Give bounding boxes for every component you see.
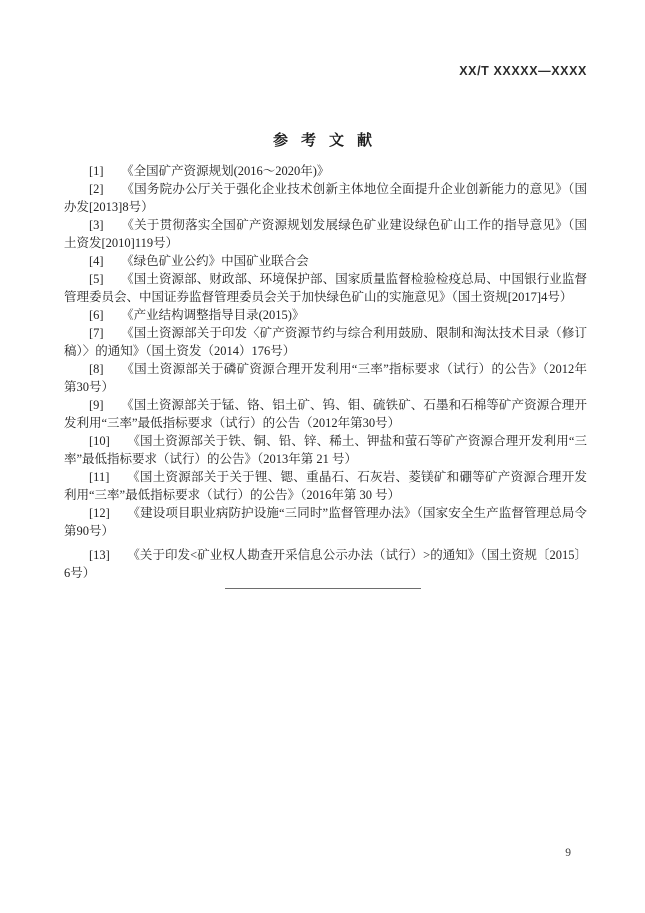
reference-text: 《国土资源部关于关于锂、锶、重晶石、石灰岩、菱镁矿和硼等矿产资源合理开发利用“三率”最低指标要求（试行）的公告》（2016年第 30 号） (64, 470, 587, 502)
reference-label: [3] (89, 218, 104, 232)
reference-item (64, 306, 587, 324)
reference-text: 《国土资源部关于锰、铬、铝土矿、钨、钼、硫铁矿、石墨和石棉等矿产资源合理开发利用“三率”最低指标要求（试行）的公告（2012年第30号） (64, 398, 587, 430)
reference-text: 《国土资源部关于印发〈矿产资源节约与综合利用鼓励、限制和淘汰技术目录（修订稿）〉的通知》（国土资发（2014）176号） (64, 326, 587, 358)
reference-text: 《关于印发<矿业权人勘查开采信息公示办法（试行）>的通知》（国土资规〔2015〕6号） (64, 548, 587, 580)
reference-text: 《关于贯彻落实全国矿产资源规划发展绿色矿业建设绿色矿山工作的指导意见》（国土资发[2010]119号） (64, 218, 587, 250)
reference-label: [11] (89, 470, 110, 484)
reference-label: [8] (89, 362, 104, 376)
reference-item (64, 162, 587, 180)
reference-text: 《国务院办公厅关于强化企业技术创新主体地位全面提升企业创新能力的意见》（国办发[2013]8号） (64, 182, 587, 214)
reference-text: 《国土资源部、财政部、环境保护部、国家质量监督检验检疫总局、中国银行业监督管理委员会、中国证券监督管理委员会关于加快绿色矿山的实施意见》（国土资规[2017]4号） (64, 272, 587, 304)
reference-item (64, 396, 587, 432)
reference-label: [7] (89, 326, 104, 340)
reference-label: [1] (89, 164, 104, 178)
reference-text: 《产业结构调整指导目录(2015)》 (121, 308, 305, 322)
reference-list (64, 162, 587, 582)
reference-item (64, 546, 587, 582)
reference-text: 《全国矿产资源规划(2016～2020年)》 (121, 164, 330, 178)
references-heading: 参考文献 (272, 133, 385, 149)
reference-label: [5] (89, 272, 104, 286)
reference-item (64, 468, 587, 504)
reference-label: [4] (89, 254, 104, 268)
reference-item (64, 324, 587, 360)
reference-text: 《绿色矿业公约》中国矿业联合会 (121, 254, 309, 268)
reference-text: 《建设项目职业病防护设施“三同时”监督管理办法》（国家安全生产监督管理总局令第90号） (64, 506, 587, 538)
reference-item (64, 180, 587, 216)
reference-label: [13] (89, 548, 110, 562)
reference-label: [2] (89, 182, 104, 196)
reference-label: [6] (89, 308, 104, 322)
reference-item (64, 504, 587, 540)
reference-item (64, 270, 587, 306)
reference-label: [9] (89, 398, 104, 412)
reference-item (64, 360, 587, 396)
reference-item (64, 252, 587, 270)
standard-doc-code: XX/T XXXXX—XXXX (459, 64, 587, 78)
footer-divider-rule (225, 588, 421, 589)
reference-label: [12] (89, 506, 110, 520)
reference-item (64, 216, 587, 252)
page-number: 9 (565, 847, 571, 859)
reference-text: 《国土资源部关于铁、铜、铅、锌、稀土、钾盐和萤石等矿产资源合理开发利用“三率”最低指标要求（试行）的公告》（2013年第 21 号） (64, 434, 587, 466)
reference-text: 《国土资源部关于磷矿资源合理开发利用“三率”指标要求（试行）的公告》（2012年第30号） (64, 362, 587, 394)
reference-item (64, 432, 587, 468)
reference-label: [10] (89, 434, 110, 448)
